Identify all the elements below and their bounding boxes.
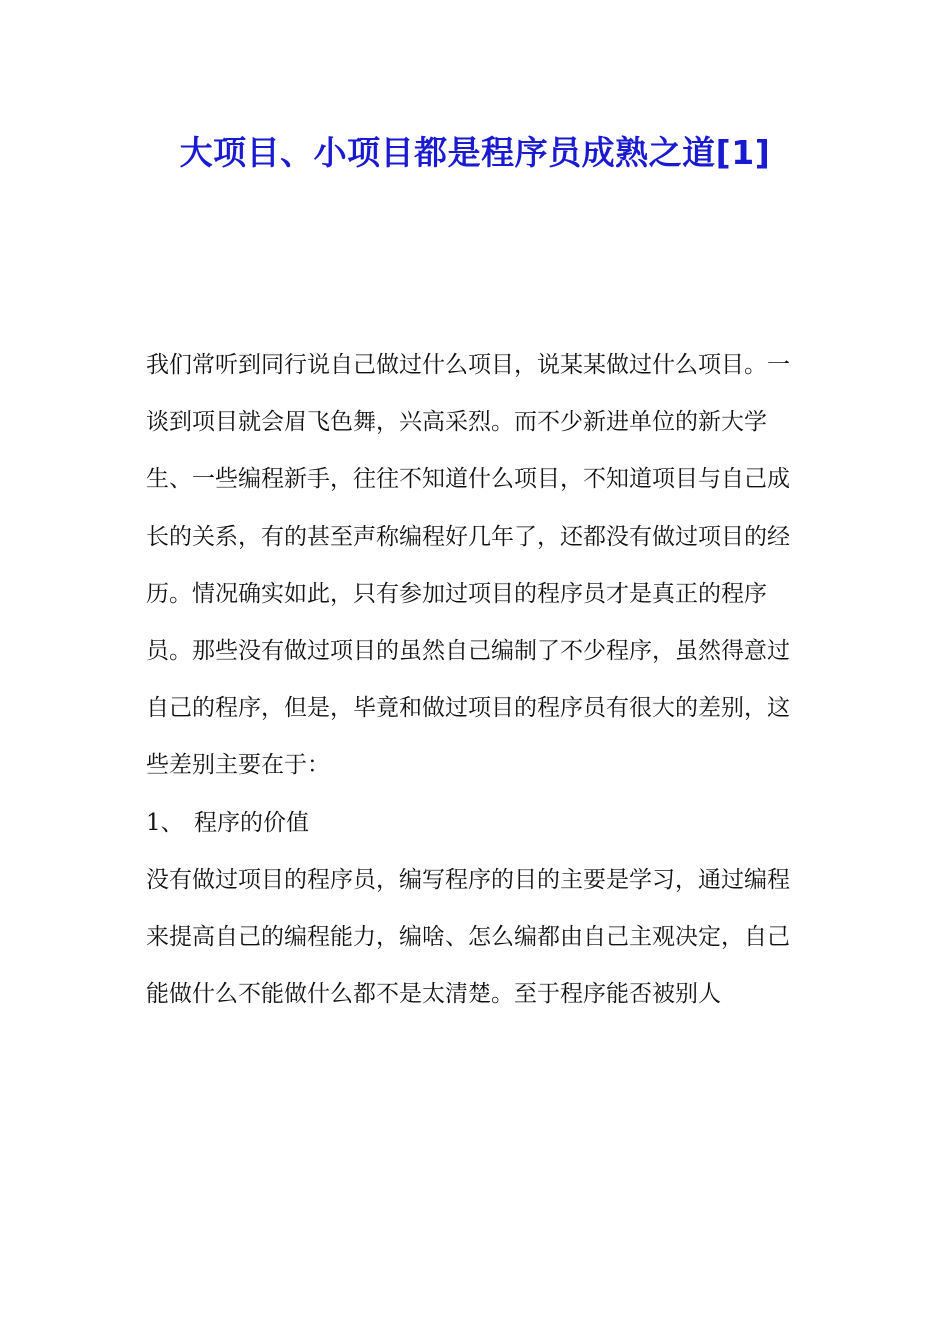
document-title: 大项目、小项目都是程序员成熟之道[1]: [179, 133, 771, 172]
paragraph-intro: 我们常听到同行说自己做过什么项目，说某某做过什么项目。一谈到项目就会眉飞色舞，兴高采烈。而不少新进单位的新大学生、一些编程新手，往往不知道什么项目，不知道项目与自己成长的关系，有的甚至声称编程好几年了，还都没有做过项目的经历。情况确实如此，只有参加过项目的程序员才是真正的程序员。那些没有做过项目的虽然自己编制了不少程序，虽然得意过自己的程序，但是，毕竟和做过项目的程序员有很大的差别，这些差别主要在于：: [146, 352, 790, 779]
section-number: 1、: [146, 809, 184, 836]
paragraph-program-value: 没有做过项目的程序员，编写程序的目的主要是学习，通过编程来提高自己的编程能力，编啥、怎么编都由自己主观决定，自己能做什么不能做什么都不是太清楚。至于程序能否被别人: [146, 866, 790, 1008]
section-heading-program-value: [146, 795, 806, 852]
section-heading-text: 程序的价值: [194, 809, 309, 836]
document-body: [146, 337, 806, 1023]
